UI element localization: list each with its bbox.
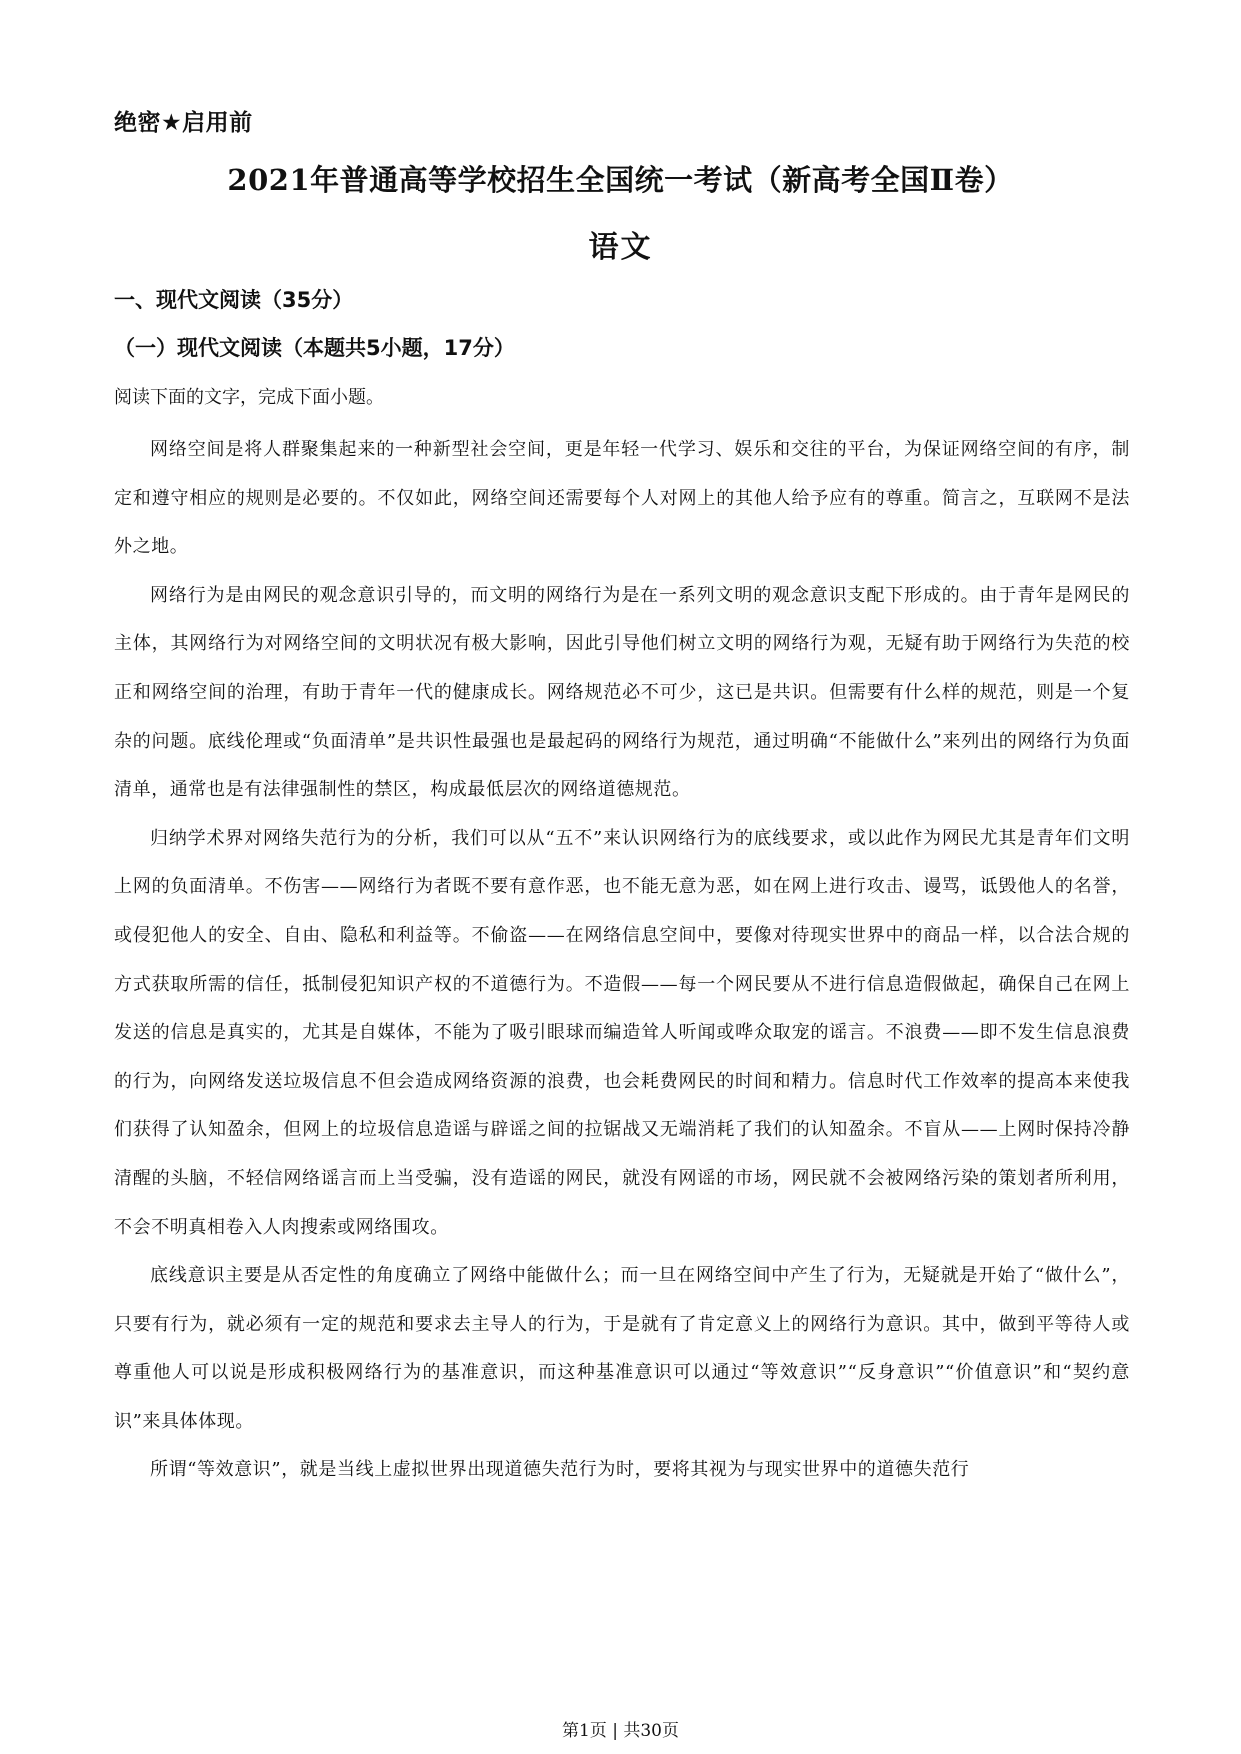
confidential-mark: 绝密★启用前 — [114, 110, 253, 136]
passage-paragraph-3: 归纳学术界对网络失范行为的分析，我们可以从“五不”来认识网络行为的底线要求，或以此作为网民尤其是青年们文明上网的负面清单。不伤害——网络行为者既不要有意作恶，也不能无意为恶，如在网上进行攻击、谩骂，诋毁他人的名誉，或侵犯他人的安全、自由、隐私和利益等。不偷盗——在网络信息空间中，要像对待现实世界中的商品一样，以合法合规的方式获取所需的信任，抵制侵犯知识产权的不道德行为。不造假——每一个网民要从不进行信息造假做起，确保自己在网上发送的信息是真实的，尤其是自媒体，不能为了吸引眼球而编造耸人听闻或哗众取宠的谣言。不浪费——即不发生信息浪费的行为，向网络发送垃圾信息不但会造成网络资源的浪费，也会耗费网民的时间和精力。信息时代工作效率的提高本来使我们获得了认知盈余，但网上的垃圾信息造谣与辟谣之间的拉锯战又无端消耗了我们的认知盈余。不盲从——上网时保持冷静清醒的头脑，不轻信网络谣言而上当受骗，没有造谣的网民，就没有网谣的市场，网民就不会被网络污染的策划者所利用，不会不明真相卷入人肉搜索或网络围攻。 — [114, 827, 1130, 1238]
passage-paragraph-5: 所谓“等效意识”，就是当线上虚拟世界出现道德失范行为时，要将其视为与现实世界中的道德失范行 — [150, 1459, 970, 1481]
passage-paragraph-1: 网络空间是将人群聚集起来的一种新型社会空间，更是年轻一代学习、娱乐和交往的平台，为保证网络空间的有序，制定和遵守相应的规则是必要的。不仅如此，网络空间还需要每个人对网上的其他人给予应有的尊重。简言之，互联网不是法外之地。 — [114, 439, 1130, 558]
page-footer: 第1页 | 共30页 — [562, 1721, 679, 1741]
subsection-heading: （一）现代文阅读（本题共5小题，17分） — [114, 336, 515, 360]
exam-title: 2021年普通高等学校招生全国统一考试（新高考全国Ⅱ卷） — [227, 163, 1014, 197]
subject-title: 语文 — [588, 230, 653, 265]
passage-paragraph-4: 底线意识主要是从否定性的角度确立了网络中能做什么；而一旦在网络空间中产生了行为，无疑就是开始了“做什么”，只要有行为，就必须有一定的规范和要求去主导人的行为，于是就有了肯定意义上的网络行为意识。其中，做到平等待人或尊重他人可以说是形成积极网络行为的基准意识，而这种基准意识可以通过“等效意识”“反身意识”“价值意识”和“契约意识”来具体体现。 — [114, 1265, 1130, 1432]
passage-paragraph-2: 网络行为是由网民的观念意识引导的，而文明的网络行为是在一系列文明的观念意识支配下形成的。由于青年是网民的主体，其网络行为对网络空间的文明状况有极大影响，因此引导他们树立文明的网络行为观，无疑有助于网络行为失范的校正和网络空间的治理，有助于青年一代的健康成长。网络规范必不可少，这已是共识。但需要有什么样的规范，则是一个复杂的问题。底线伦理或“负面清单”是共识性最强也是最起码的网络行为规范，通过明确“不能做什么”来列出的网络行为负面清单，通常也是有法律强制性的禁区，构成最低层次的网络道德规范。 — [114, 584, 1130, 801]
section-heading: 一、现代文阅读（35分） — [114, 288, 354, 312]
reading-instruction: 阅读下面的文字，完成下面小题。 — [114, 387, 384, 408]
reading-passage — [114, 426, 1130, 1495]
